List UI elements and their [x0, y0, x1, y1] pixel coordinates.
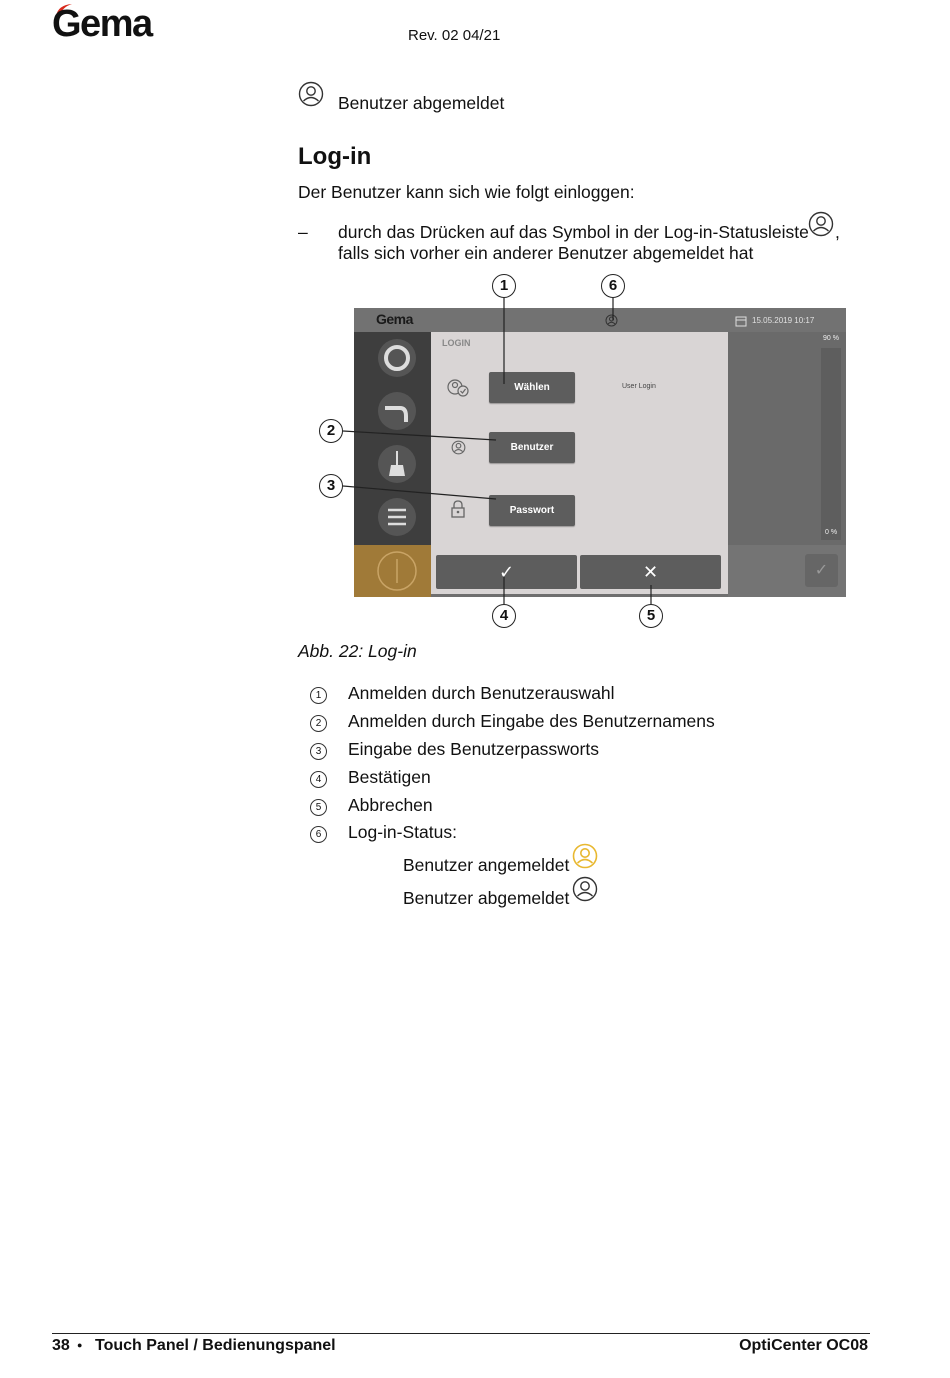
legend-num-2: 2: [310, 715, 327, 732]
callout-4: 4: [492, 604, 516, 628]
section-lead: Der Benutzer kann sich wie folgt einloggen:: [298, 182, 635, 202]
figure-user-login-label: User Login: [622, 383, 656, 390]
legend-num-6: 6: [310, 826, 327, 843]
figure-password-button: Passwort: [489, 495, 575, 526]
user-logged-in-icon: [572, 843, 598, 869]
figure-right-confirm: ✓: [805, 554, 838, 587]
footer-rule: [52, 1333, 870, 1334]
legend-num-5: 5: [310, 799, 327, 816]
footer-bullet: ●: [77, 1340, 83, 1350]
intro-status-text: Benutzer abgemeldet: [338, 93, 505, 113]
callout-3: 3: [319, 474, 343, 498]
figure-select-button: Wählen: [489, 372, 575, 403]
figure-confirm-button: ✓: [436, 555, 577, 589]
legend-text-6: Log-in-Status:: [348, 822, 457, 842]
legend-text-1: Anmelden durch Benutzerauswahl: [348, 683, 615, 703]
bullet-dash: –: [298, 222, 308, 242]
bullet-text-line2: falls sich vorher ein anderer Benutzer abgemeldet hat: [338, 243, 754, 263]
figure-app-logo: Gema: [376, 311, 413, 327]
bullet-text-line1: durch das Drücken auf das Symbol in der Log-in-Statusleiste: [338, 222, 809, 242]
callout-5: 5: [639, 604, 663, 628]
legend-text-5: Abbrechen: [348, 795, 433, 815]
figure-cancel-button: ✕: [580, 555, 721, 589]
figure-dialog-title: LOGIN: [442, 338, 471, 348]
footer-page-number: 38: [52, 1337, 70, 1354]
status-logged-in-text: Benutzer angemeldet: [403, 855, 570, 875]
revision-label: Rev. 02 04/21: [408, 27, 501, 44]
legend-text-3: Eingabe des Benutzerpassworts: [348, 739, 599, 759]
bullet-comma: ,: [835, 222, 840, 242]
figure-level-top: 90 %: [823, 335, 839, 342]
figure-level-bottom: 0 %: [825, 529, 838, 536]
legend-num-1: 1: [310, 687, 327, 704]
section-title: Log-in: [298, 143, 372, 170]
gema-logo: Gema: [52, 3, 152, 45]
legend-text-2: Anmelden durch Eingabe des Benutzernamens: [348, 711, 715, 731]
figure-datetime: 15.05.2019 10:17: [752, 316, 815, 325]
callout-2: 2: [319, 419, 343, 443]
figure-user-button: Benutzer: [489, 432, 575, 463]
callout-6: 6: [601, 274, 625, 298]
legend-num-4: 4: [310, 771, 327, 788]
legend-num-3: 3: [310, 743, 327, 760]
status-logged-out-text: Benutzer abgemeldet: [403, 888, 570, 908]
legend-text-4: Bestätigen: [348, 767, 431, 787]
callout-leader-lines: [0, 0, 950, 640]
callout-1: 1: [492, 274, 516, 298]
user-logged-out-status-icon: [572, 876, 598, 902]
footer-product: OptiCenter OC08: [739, 1337, 868, 1354]
figure-caption: Abb. 22: Log-in: [298, 641, 417, 661]
footer-section: Touch Panel / Bedienungspanel: [95, 1337, 336, 1354]
